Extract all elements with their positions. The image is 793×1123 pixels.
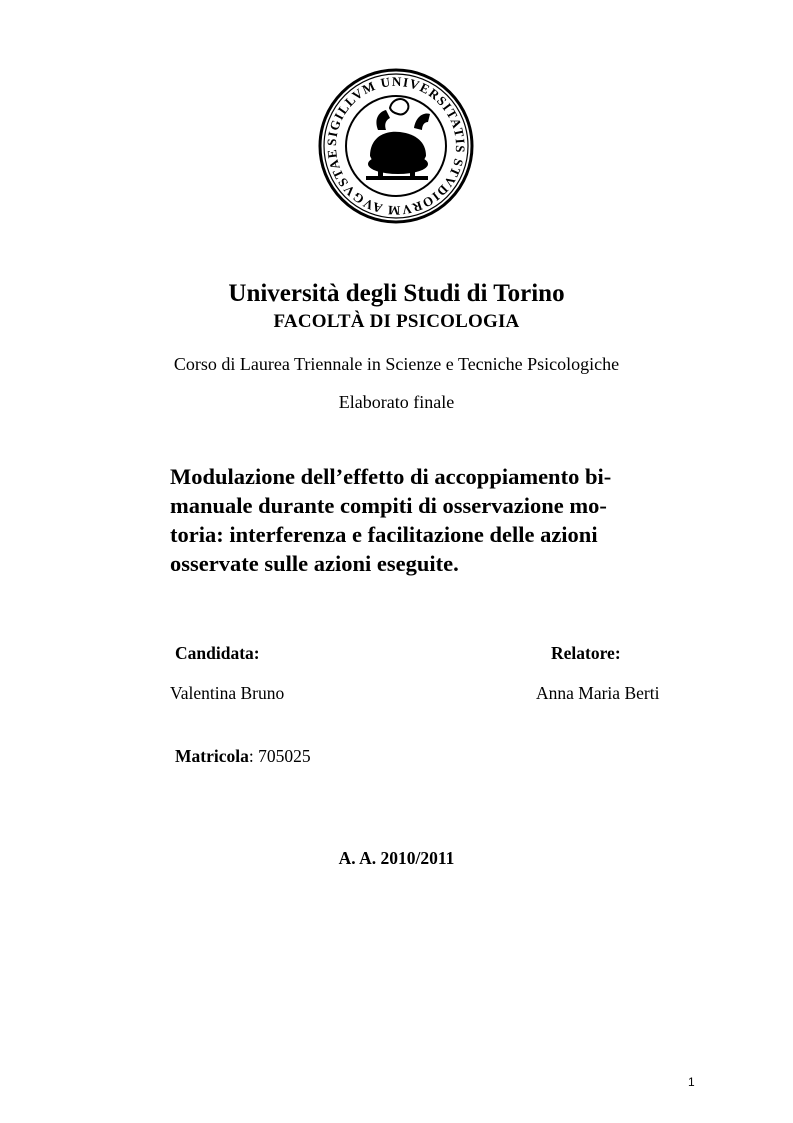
candidate-label: Candidata:: [175, 643, 260, 663]
academic-year: A. A. 2010/2011: [338, 848, 455, 868]
university-seal: [318, 68, 474, 224]
thesis-title-line: osservate sulle azioni eseguite.: [170, 551, 459, 576]
matricola: [175, 746, 311, 767]
thesis-title-line: manuale durante compiti di osservazione mo-: [170, 493, 607, 518]
advisor-label: Relatore:: [551, 643, 621, 663]
seal-emblem-bull: [366, 99, 430, 180]
seal-ring-text: SIGILLVM UNIVERSITATIS STVDIORVM AVGVSTAE: [323, 73, 469, 219]
university-seal-icon: [318, 68, 474, 224]
thesis-title-line: Modulazione dell’effetto di accoppiamento bi-: [170, 464, 612, 489]
matricola-value: : 705025: [248, 746, 311, 766]
page-number: 1: [688, 1075, 695, 1089]
university-name: Università degli Studi di Torino: [228, 280, 565, 307]
thesis-title-line: toria: interferenza e facilitazione delle azioni: [170, 522, 598, 547]
thesis-title: [170, 462, 686, 578]
advisor-name: Anna Maria Berti: [536, 683, 660, 703]
candidate-name: Valentina Bruno: [170, 683, 285, 703]
course-name: Corso di Laurea Triennale in Scienze e Tecniche Psicologiche: [173, 354, 620, 374]
document-type: Elaborato finale: [338, 392, 455, 412]
matricola-label: Matricola: [175, 746, 249, 766]
faculty-name: FACOLTÀ DI PSICOLOGIA: [273, 311, 520, 332]
